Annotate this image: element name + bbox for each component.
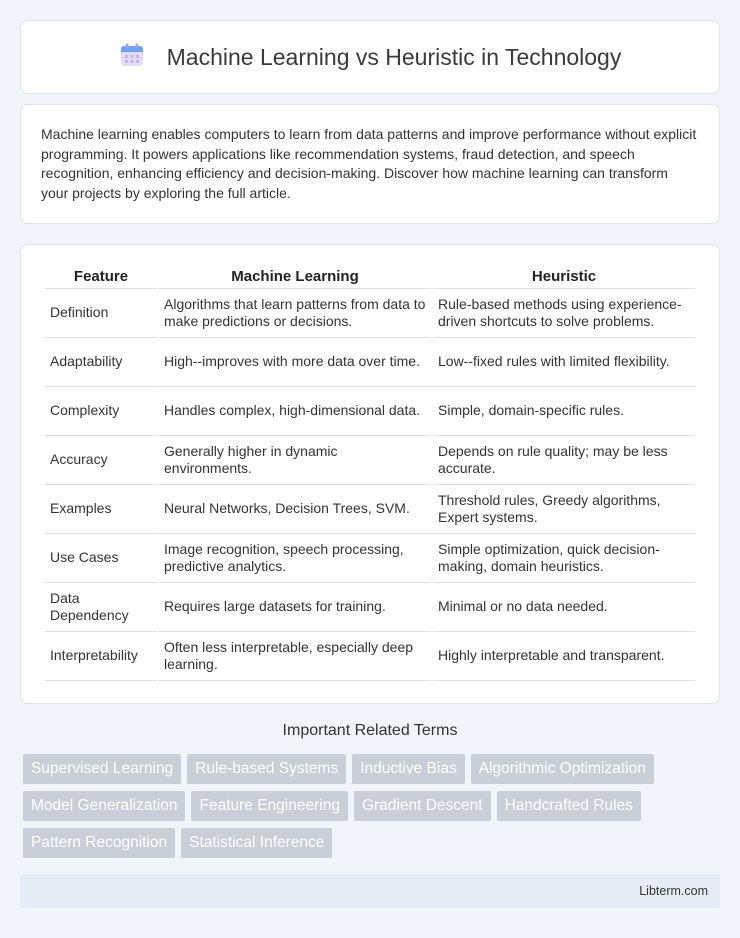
tag-statistical-inference[interactable]: Statistical Inference [181, 828, 332, 858]
tag-pattern-recognition[interactable]: Pattern Recognition [23, 828, 175, 858]
heuristic-cell: Simple, domain-specific rules. [433, 387, 695, 436]
heuristic-cell: Rule-based methods using experience-driven shortcuts to solve problems. [433, 289, 695, 338]
related-terms-title: Important Related Terms [282, 722, 458, 739]
intro-card [20, 104, 720, 224]
feature-cell: Data Dependency [45, 583, 157, 632]
heuristic-cell: Minimal or no data needed. [433, 583, 695, 632]
related-terms-section [20, 722, 720, 858]
tag-rule-based-systems[interactable]: Rule-based Systems [187, 754, 346, 784]
ml-cell: Handles complex, high-dimensional data. [159, 387, 431, 436]
heuristic-cell: Depends on rule quality; may be less accurate. [433, 436, 695, 485]
ml-cell: Generally higher in dynamic environments. [159, 436, 431, 485]
heuristic-cell: Low--fixed rules with limited flexibility. [433, 338, 695, 387]
table-row [45, 632, 695, 681]
table-row [45, 485, 695, 534]
table-row [45, 583, 695, 632]
feature-cell: Definition [45, 289, 157, 338]
tag-feature-engineering[interactable]: Feature Engineering [191, 791, 347, 821]
comparison-table-card [20, 244, 720, 704]
tag-inductive-bias[interactable]: Inductive Bias [352, 754, 465, 784]
ml-cell: Algorithms that learn patterns from data to make predictions or decisions. [159, 289, 431, 338]
feature-cell: Examples [45, 485, 157, 534]
feature-cell: Complexity [45, 387, 157, 436]
ml-cell: Often less interpretable, especially deep learning. [159, 632, 431, 681]
feature-cell: Adaptability [45, 338, 157, 387]
feature-cell: Use Cases [45, 534, 157, 583]
related-terms-list [20, 754, 720, 858]
heuristic-cell: Threshold rules, Greedy algorithms, Expert systems. [433, 485, 695, 534]
ml-cell: Neural Networks, Decision Trees, SVM. [159, 485, 431, 534]
table-header-row [45, 265, 695, 289]
heuristic-cell: Highly interpretable and transparent. [433, 632, 695, 681]
title-wrap [119, 42, 622, 73]
ml-cell: Image recognition, speech processing, predictive analytics. [159, 534, 431, 583]
intro-text: Machine learning enables computers to learn from data patterns and improve performance without explicit programming. It powers applications like recommendation systems, fraud detection, and speech recognition, enhancing efficiency and decision-making. Discover how machine learning can transform your projects by exploring the full article. [41, 126, 697, 201]
table-row [45, 387, 695, 436]
feature-cell: Accuracy [45, 436, 157, 485]
header-card [20, 20, 720, 94]
tag-gradient-descent[interactable]: Gradient Descent [354, 791, 491, 821]
header-feature: Feature [45, 265, 157, 289]
header-heuristic: Heuristic [433, 265, 695, 289]
table-row [45, 436, 695, 485]
table-row [45, 289, 695, 338]
ml-cell: Requires large datasets for training. [159, 583, 431, 632]
heuristic-cell: Simple optimization, quick decision-making, domain heuristics. [433, 534, 695, 583]
table-row [45, 534, 695, 583]
page-title: Machine Learning vs Heuristic in Technology [166, 43, 622, 70]
header-machine-learning: Machine Learning [159, 265, 431, 289]
tag-algorithmic-optimization[interactable]: Algorithmic Optimization [471, 754, 654, 784]
table-row [45, 338, 695, 387]
footer [20, 874, 720, 908]
comparison-table [43, 265, 697, 681]
tag-supervised-learning[interactable]: Supervised Learning [23, 754, 181, 784]
feature-cell: Interpretability [45, 632, 157, 681]
ml-cell: High--improves with more data over time. [159, 338, 431, 387]
footer-brand-link[interactable]: Libterm.com [639, 884, 708, 898]
tag-handcrafted-rules[interactable]: Handcrafted Rules [497, 791, 641, 821]
tag-model-generalization[interactable]: Model Generalization [23, 791, 185, 821]
calendar-icon [119, 42, 145, 73]
